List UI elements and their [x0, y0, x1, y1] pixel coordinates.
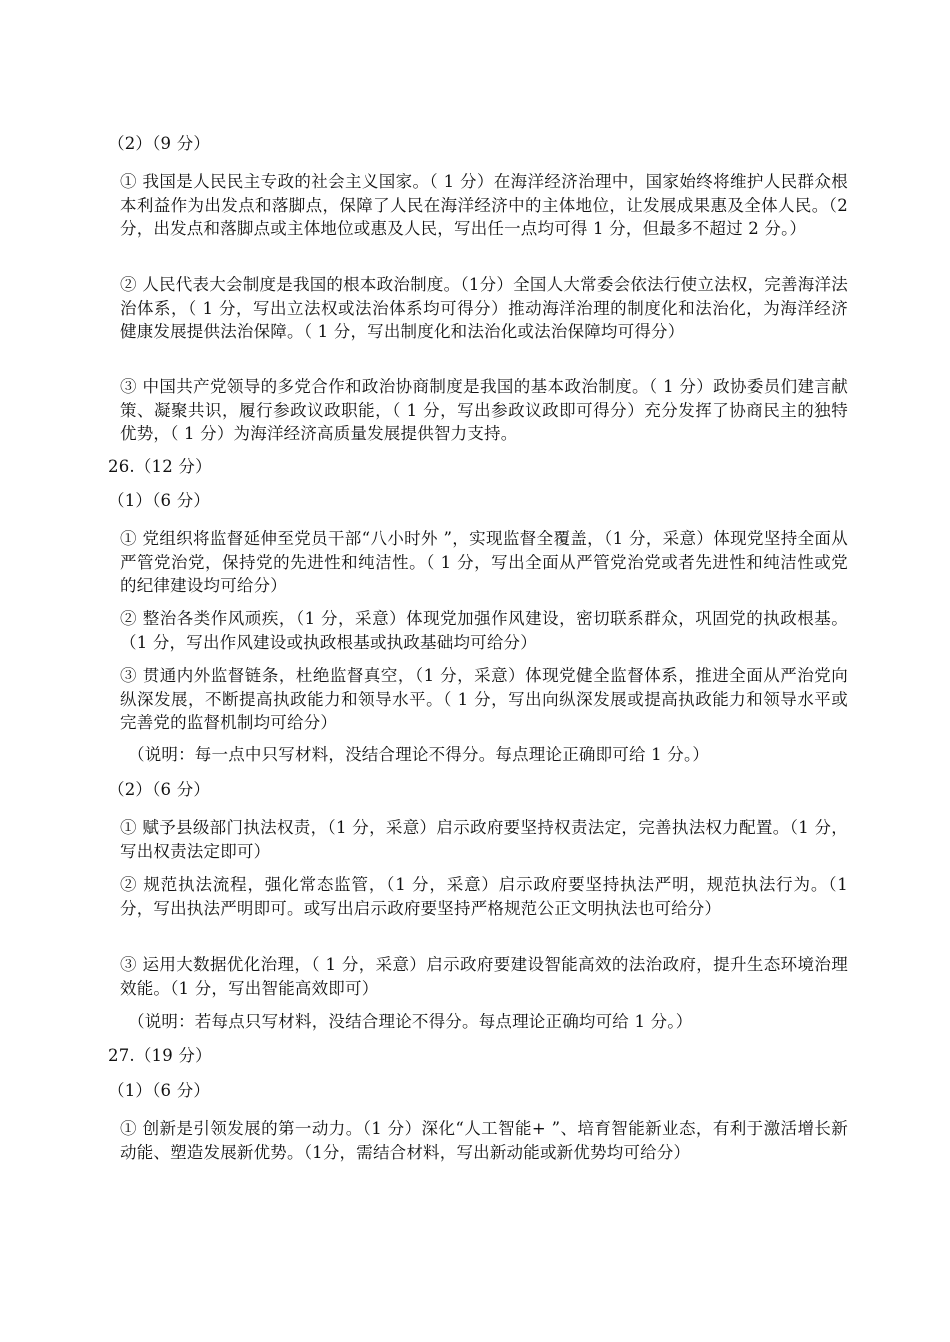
section-heading: （2）（9 分）	[108, 134, 211, 153]
answer-paragraph: ① 赋予县级部门执法权责，（1 分，采意）启示政府要坚持权责法定，完善执法权力配置。（1 分，写出权责法定即可）	[120, 818, 848, 861]
answer-paragraph: ① 创新是引领发展的第一动力。（1 分）深化“人工智能+ ”、培育智能新业态，有利于激活增长新动能、塑造发展新优势。（1分，需结合材料，写出新动能或新优势均可给分）	[120, 1119, 848, 1162]
answer-paragraph: ③ 中国共产党领导的多党合作和政治协商制度是我国的基本政治制度。（ 1 分）政协委员们建言献策、凝聚共识，履行参政议政职能，（ 1 分，写出参政议政即可得分）充分发挥了协商民主的独特优势，（ 1 分）为海洋经济高质量发展提供智力支持。	[120, 377, 848, 443]
answer-paragraph: ② 规范执法流程，强化常态监管，（1 分，采意）启示政府要坚持执法严明，规范执法行为。（1 分，写出执法严明即可。或写出启示政府要坚持严格规范公正文明执法也可给分）	[120, 875, 848, 918]
section-heading: （1）（6 分）	[108, 491, 211, 510]
answer-paragraph: ③ 运用大数据优化治理，（ 1 分，采意）启示政府要建设智能高效的法治政府，提升生态环境治理效能。（1 分，写出智能高效即可）	[120, 955, 848, 998]
question-heading: 26.（12 分）	[108, 457, 212, 476]
section-heading: （1）（6 分）	[108, 1081, 211, 1100]
answer-paragraph: ③ 贯通内外监督链条，杜绝监督真空，（1 分，采意）体现党健全监督体系，推进全面从严治党向纵深发展，不断提高执政能力和领导水平。（ 1 分，写出向纵深发展或提高执政能力和领导水平或完善党的监督机制均可给分）	[120, 666, 848, 732]
answer-paragraph: ② 人民代表大会制度是我国的根本政治制度。（1分）全国人大常委会依法行使立法权，完善海洋法治体系，（ 1 分，写出立法权或法治体系均可得分）推动海洋治理的制度化和法治化，为海洋经济健康发展提供法治保障。（ 1 分，写出制度化和法治化或法治保障均可得分）	[120, 275, 848, 341]
answer-paragraph: ① 党组织将监督延伸至党员干部“八小时外 ”，实现监督全覆盖，（1 分，采意）体现党坚持全面从严管党治党，保持党的先进性和纯洁性。（ 1 分，写出全面从严管党治党或者先进性和纯洁性或党的纪律建设均可给分）	[120, 529, 848, 595]
answer-paragraph: ② 整治各类作风顽疾，（1 分，采意）体现党加强作风建设，密切联系群众，巩固党的执政根基。（1 分，写出作风建设或执政根基或执政基础均可给分）	[120, 609, 848, 652]
scoring-note: （说明：每一点中只写材料，没结合理论不得分。每点理论正确即可给 1 分。）	[128, 745, 710, 764]
section-heading: （2）（6 分）	[108, 780, 211, 799]
answer-paragraph: ① 我国是人民民主专政的社会主义国家。（ 1 分）在海洋经济治理中，国家始终将维护人民群众根本利益作为出发点和落脚点，保障了人民在海洋经济中的主体地位，让发展成果惠及全体人民。（2 分，出发点和落脚点或主体地位或惠及人民，写出任一点均可得 1 分，但最多不超过 2 分。）	[120, 172, 848, 238]
question-heading: 27.（19 分）	[108, 1046, 212, 1065]
scoring-note: （说明：若每点只写材料，没结合理论不得分。每点理论正确均可给 1 分。）	[128, 1012, 693, 1031]
